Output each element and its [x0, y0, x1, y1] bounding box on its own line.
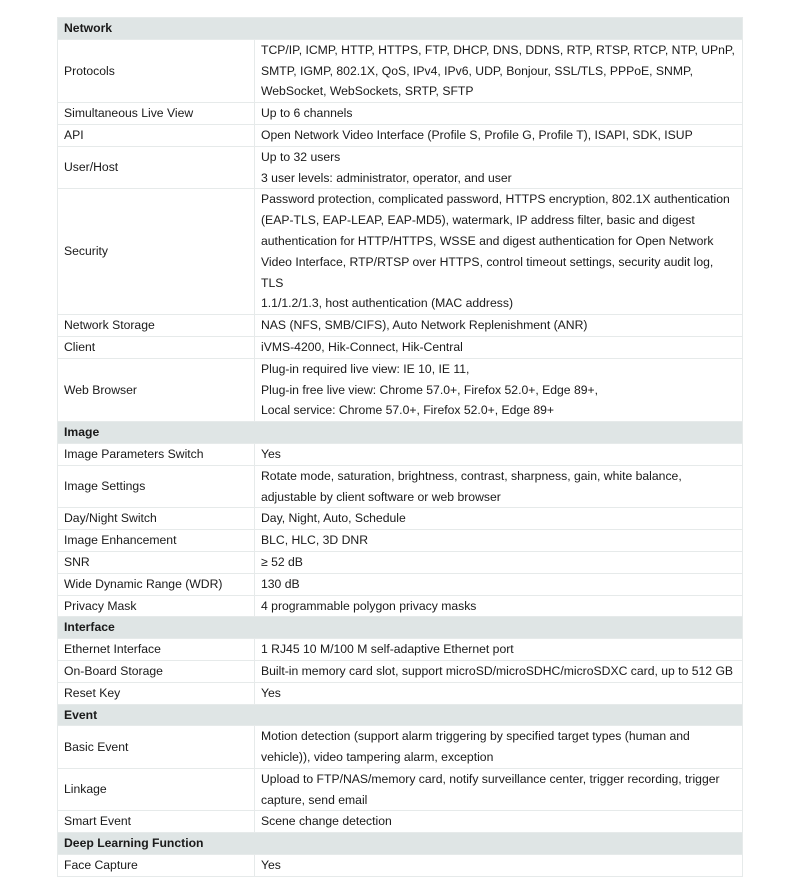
spec-value-line: vehicle)), video tampering alarm, exception — [261, 750, 494, 765]
spec-label: Image Parameters Switch — [58, 443, 255, 465]
spec-value-line: Yes — [261, 858, 281, 873]
spec-label: User/Host — [58, 146, 255, 189]
spec-value-line: 1.1/1.2/1.3, host authentication (MAC address) — [261, 296, 514, 311]
spec-value-line: ≥ 52 dB — [261, 554, 303, 569]
spec-value — [255, 315, 743, 337]
spec-value-line: Plug-in free live view: Chrome 57.0+, Firefox 52.0+, Edge 89+, — [261, 382, 599, 397]
spec-value — [255, 39, 743, 102]
spec-label: Client — [58, 336, 255, 358]
section-header-row — [58, 617, 743, 639]
spec-value — [255, 103, 743, 125]
spec-value-line: Up to 32 users — [261, 149, 341, 164]
spec-label: Ethernet Interface — [58, 639, 255, 661]
spec-value-line: capture, send email — [261, 792, 368, 807]
spec-value-line: authentication for HTTP/HTTPS, WSSE and digest authentication for Open Network — [261, 233, 714, 248]
spec-value-line: Yes — [261, 685, 281, 700]
spec-label: SNR — [58, 551, 255, 573]
spec-row — [58, 573, 743, 595]
spec-label: Web Browser — [58, 358, 255, 421]
spec-table — [57, 17, 743, 877]
spec-row — [58, 443, 743, 465]
spec-row — [58, 465, 743, 508]
spec-value-line: SMTP, IGMP, 802.1X, QoS, IPv4, IPv6, UDP, Bonjour, SSL/TLS, PPPoE, SNMP, — [261, 63, 693, 78]
spec-value — [255, 124, 743, 146]
spec-value — [255, 336, 743, 358]
spec-value — [255, 855, 743, 877]
spec-label: Basic Event — [58, 726, 255, 769]
section-title: Deep Learning Function — [58, 833, 743, 855]
spec-value-line: Plug-in required live view: IE 10, IE 11, — [261, 361, 470, 376]
spec-value-line: (EAP-TLS, EAP-LEAP, EAP-MD5), watermark, IP address filter, basic and digest — [261, 213, 695, 228]
spec-value-line: Rotate mode, saturation, brightness, contrast, sharpness, gain, white balance, — [261, 468, 682, 483]
spec-value-line: Open Network Video Interface (Profile S, Profile G, Profile T), ISAPI, SDK, ISUP — [261, 127, 693, 142]
spec-value — [255, 146, 743, 189]
spec-label: Image Settings — [58, 465, 255, 508]
spec-value-line: Motion detection (support alarm triggering by specified target types (human and — [261, 729, 690, 744]
spec-label: Protocols — [58, 39, 255, 102]
spec-label: Image Enhancement — [58, 530, 255, 552]
spec-label: Simultaneous Live View — [58, 103, 255, 125]
spec-value-line: Video Interface, RTP/RTSP over HTTPS, control timeout settings, security audit log, TLS — [261, 254, 714, 290]
spec-value-line: Local service: Chrome 57.0+, Firefox 52.0+, Edge 89+ — [261, 403, 555, 418]
spec-value — [255, 508, 743, 530]
spec-value — [255, 768, 743, 811]
spec-row — [58, 811, 743, 833]
spec-row — [58, 660, 743, 682]
spec-value — [255, 530, 743, 552]
spec-value-line: 3 user levels: administrator, operator, and user — [261, 170, 512, 185]
spec-label: Linkage — [58, 768, 255, 811]
spec-row — [58, 39, 743, 102]
spec-row — [58, 146, 743, 189]
spec-label: Security — [58, 189, 255, 315]
spec-value-line: TCP/IP, ICMP, HTTP, HTTPS, FTP, DHCP, DNS, DDNS, RTP, RTSP, RTCP, NTP, UPnP, — [261, 42, 735, 57]
section-title: Network — [58, 18, 743, 40]
spec-row — [58, 530, 743, 552]
spec-label: Day/Night Switch — [58, 508, 255, 530]
spec-value-line: Scene change detection — [261, 814, 392, 829]
spec-row — [58, 855, 743, 877]
spec-value — [255, 811, 743, 833]
spec-label: On-Board Storage — [58, 660, 255, 682]
spec-row — [58, 726, 743, 769]
spec-value-line: WebSocket, WebSockets, SRTP, SFTP — [261, 84, 474, 99]
spec-value — [255, 443, 743, 465]
spec-value — [255, 660, 743, 682]
spec-row — [58, 639, 743, 661]
spec-value-line: adjustable by client software or web browser — [261, 489, 501, 504]
spec-label: Face Capture — [58, 855, 255, 877]
spec-row — [58, 551, 743, 573]
spec-value-line: 1 RJ45 10 M/100 M self-adaptive Ethernet port — [261, 642, 514, 657]
spec-value-line: 130 dB — [261, 576, 300, 591]
spec-row — [58, 124, 743, 146]
spec-row — [58, 315, 743, 337]
spec-label: Network Storage — [58, 315, 255, 337]
spec-row — [58, 508, 743, 530]
spec-value — [255, 358, 743, 421]
spec-value-line: Upload to FTP/NAS/memory card, notify surveillance center, trigger recording, trigger — [261, 771, 720, 786]
section-header-row — [58, 18, 743, 40]
spec-value-line: Password protection, complicated password, HTTPS encryption, 802.1X authentication — [261, 192, 730, 207]
spec-label: Reset Key — [58, 682, 255, 704]
spec-row — [58, 682, 743, 704]
spec-value-line: NAS (NFS, SMB/CIFS), Auto Network Replenishment (ANR) — [261, 318, 588, 333]
spec-row — [58, 768, 743, 811]
spec-table-body — [58, 18, 743, 877]
spec-row — [58, 103, 743, 125]
section-title: Event — [58, 704, 743, 726]
spec-label: API — [58, 124, 255, 146]
section-header-row — [58, 704, 743, 726]
spec-value-line: iVMS-4200, Hik-Connect, Hik-Central — [261, 339, 463, 354]
spec-row — [58, 189, 743, 315]
section-header-row — [58, 422, 743, 444]
section-title: Image — [58, 422, 743, 444]
spec-value-line: Built-in memory card slot, support microSD/microSDHC/microSDXC card, up to 512 GB — [261, 663, 734, 678]
spec-value — [255, 189, 743, 315]
spec-row — [58, 358, 743, 421]
spec-row — [58, 336, 743, 358]
spec-value — [255, 465, 743, 508]
spec-value — [255, 573, 743, 595]
spec-value-line: 4 programmable polygon privacy masks — [261, 598, 477, 613]
spec-label: Smart Event — [58, 811, 255, 833]
spec-value-line: BLC, HLC, 3D DNR — [261, 533, 369, 548]
spec-value-line: Day, Night, Auto, Schedule — [261, 511, 406, 526]
spec-row — [58, 595, 743, 617]
spec-value-line: Up to 6 channels — [261, 106, 353, 121]
spec-value — [255, 682, 743, 704]
spec-label: Wide Dynamic Range (WDR) — [58, 573, 255, 595]
spec-value-line: Yes — [261, 446, 281, 461]
spec-value — [255, 639, 743, 661]
spec-value — [255, 551, 743, 573]
section-title: Interface — [58, 617, 743, 639]
section-header-row — [58, 833, 743, 855]
spec-value — [255, 595, 743, 617]
spec-value — [255, 726, 743, 769]
spec-label: Privacy Mask — [58, 595, 255, 617]
